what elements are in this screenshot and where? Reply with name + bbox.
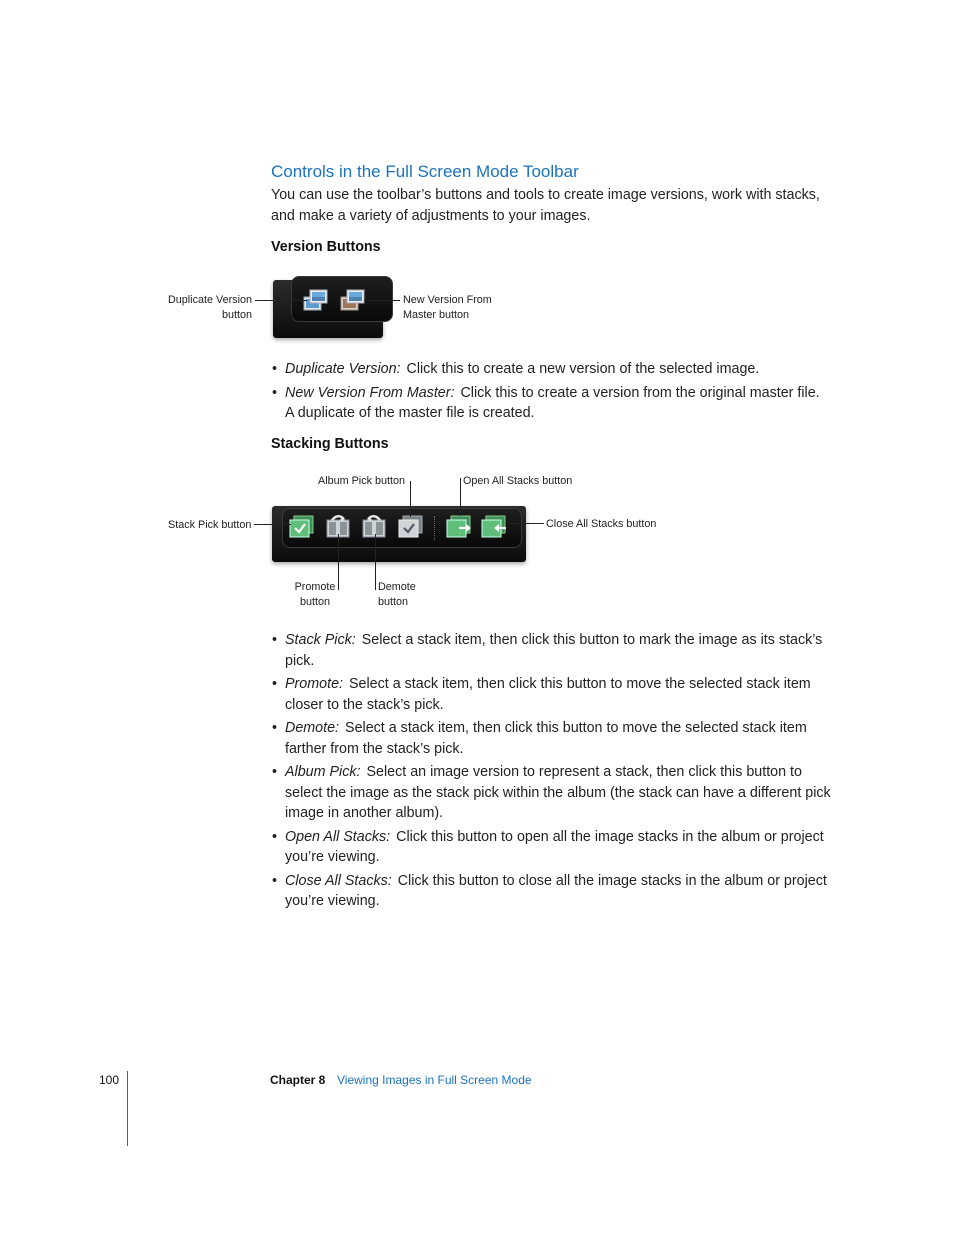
stacking-buttons-heading: Stacking Buttons [271,436,389,452]
album-pick-callout: Album Pick button [318,475,406,487]
list-item: • Album Pick: Select an image version to represent a stack, then click this button to select the image as the stack pick within the album (the stack can have a different pick image in another album). [271,762,831,824]
callout-line [255,300,307,301]
new-version-callout: New Version From Master button [403,294,492,321]
list-item: • Demote: Select a stack item, then click this button to move the selected stack item farther from the stack’s pick. [271,718,831,759]
list-item: • Stack Pick: Select a stack item, then click this button to mark the image as its stack’s pick. [271,630,831,671]
stack-pick-callout: Stack Pick button [168,519,252,531]
list-item: • New Version From Master: Click this to create a version from the original master file. A duplicate of the master file is created. [271,383,831,424]
version-buttons-list [271,359,831,427]
footer-chapter: Chapter 8 [270,1073,326,1087]
footer-chapter-title: Viewing Images in Full Screen Mode [337,1073,532,1087]
version-toolbar-image [273,280,383,338]
open-all-stacks-icon [446,515,474,539]
stacking-toolbar-image [272,506,526,562]
stack-pick-icon [289,515,315,539]
callout-line [460,478,461,516]
list-item: • Close All Stacks: Click this button to close all the image stacks in the album or project you’re viewing. [271,871,831,912]
section-title: Controls in the Full Screen Mode Toolbar [271,162,579,181]
duplicate-version-callout: Duplicate Version button [167,294,252,321]
demote-callout: Demote button [378,581,416,608]
callout-line [364,300,400,301]
callout-line [508,523,544,524]
list-item: • Promote: Select a stack item, then click this button to move the selected stack item closer to the stack’s pick. [271,674,831,715]
version-buttons-heading: Version Buttons [271,239,381,255]
page-number: 100 [99,1073,120,1087]
close-all-stacks-callout: Close All Stacks button [546,518,657,530]
callout-line [254,524,291,525]
callout-line [410,481,411,517]
section-intro: You can use the toolbar’s buttons and tools to create image versions, work with stacks, and make a variety of adjustments to your images. [271,187,820,224]
open-all-stacks-callout: Open All Stacks button [463,475,573,487]
footer-divider [127,1071,128,1146]
stacking-buttons-list [271,630,831,915]
list-item: • Open All Stacks: Click this button to open all the image stacks in the album or project you’re viewing. [271,827,831,868]
demote-icon [360,513,388,539]
callout-line [375,534,376,590]
list-item: • Duplicate Version: Click this to create a new version of the selected image. [271,359,831,380]
album-pick-icon [398,515,424,539]
new-version-from-master-icon [340,288,366,312]
close-all-stacks-icon [481,515,509,539]
promote-callout: Promote button [294,581,336,608]
